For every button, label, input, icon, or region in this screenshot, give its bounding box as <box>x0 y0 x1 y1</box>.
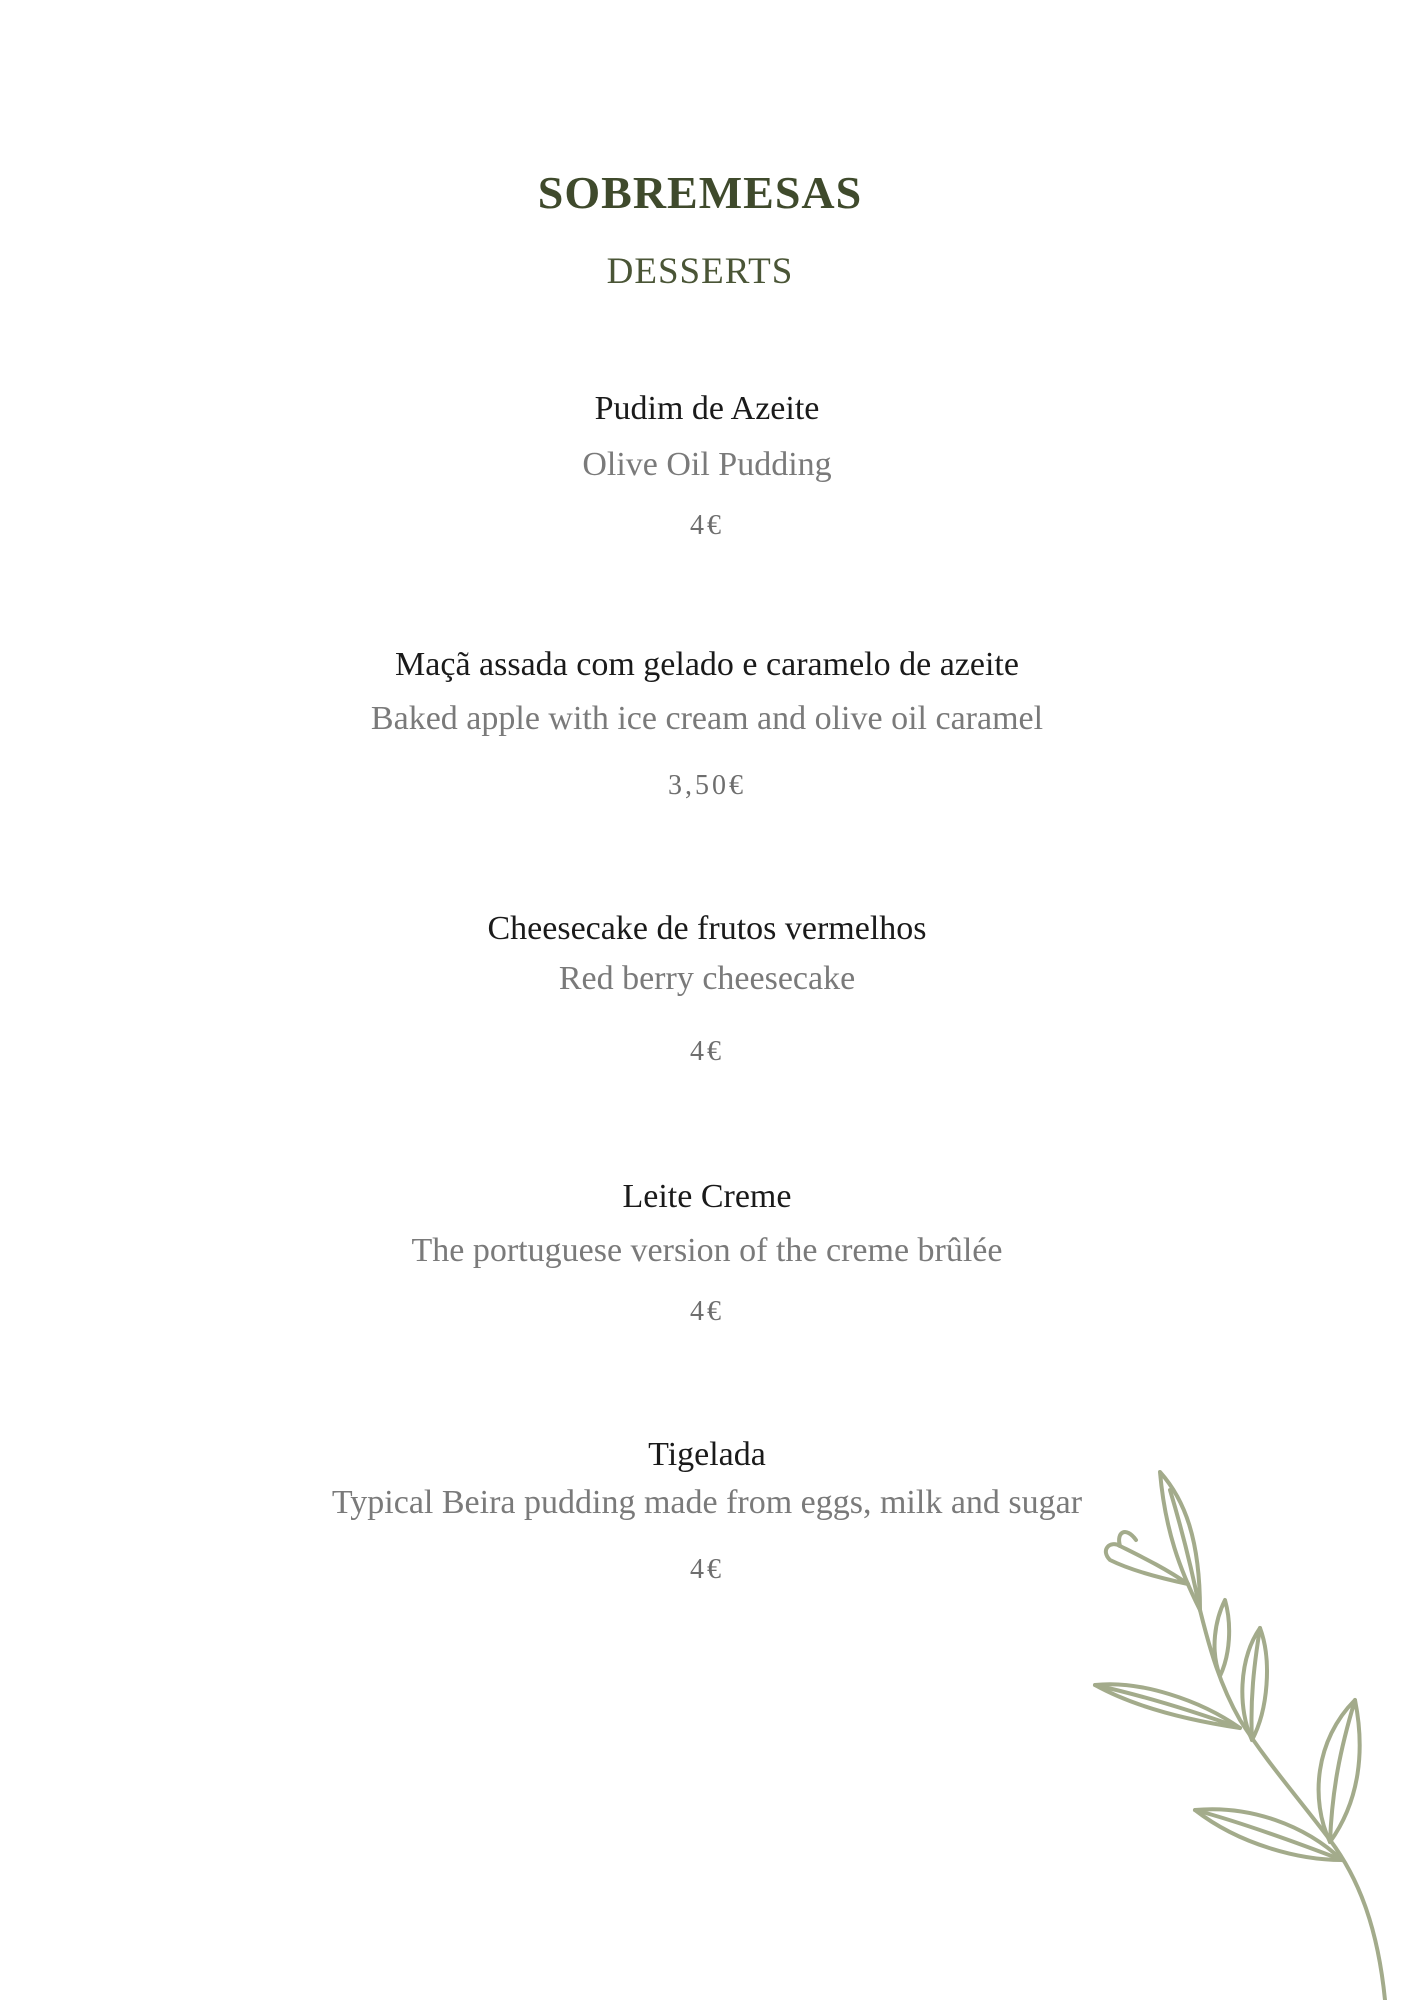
item-description: Typical Beira pudding made from eggs, milk and sugar <box>331 1484 1083 1521</box>
item-name: Cheesecake de frutos vermelhos <box>487 910 927 947</box>
menu-subtitle: DESSERTS <box>606 251 794 292</box>
item-description: Red berry cheesecake <box>558 960 856 997</box>
menu-title: SOBREMESAS <box>537 167 863 218</box>
item-price: 4€ <box>690 1296 724 1327</box>
item-price: 3,50€ <box>668 770 746 801</box>
olive-branch-icon <box>1060 1460 1414 2000</box>
item-price: 4€ <box>690 1554 724 1585</box>
item-description: Baked apple with ice cream and olive oil caramel <box>370 700 1044 737</box>
item-description: Olive Oil Pudding <box>582 446 832 483</box>
item-name: Leite Creme <box>622 1178 792 1215</box>
item-name: Maçã assada com gelado e caramelo de azeite <box>395 646 1019 683</box>
item-name: Pudim de Azeite <box>594 390 820 427</box>
item-price: 4€ <box>690 510 724 541</box>
item-name: Tigelada <box>648 1436 766 1473</box>
item-price: 4€ <box>690 1036 724 1067</box>
item-description: The portuguese version of the creme brûlée <box>411 1232 1003 1269</box>
